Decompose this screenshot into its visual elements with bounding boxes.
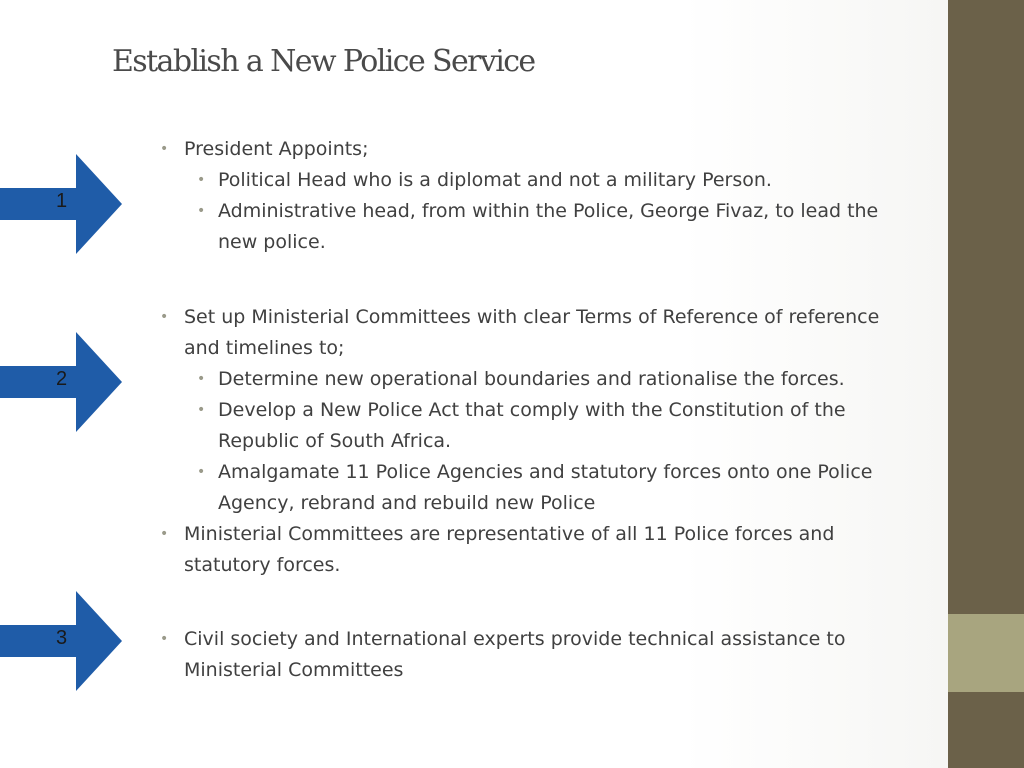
sub-bullet-item: [160, 457, 920, 519]
step-1-content: [160, 134, 920, 258]
bullet-text: Political Head who is a diplomat and not a military Person.: [218, 169, 772, 191]
step-1-arrow: [0, 154, 150, 254]
bullet-text: Develop a New Police Act that comply with the Constitution of the Republic of South Africa.: [218, 399, 846, 452]
slide-title: Establish a New Police Service: [112, 44, 535, 79]
bullet-text: Determine new operational boundaries and rationalise the forces.: [218, 368, 845, 390]
bullet-icon: •: [197, 371, 206, 387]
arrow-right-icon: [0, 154, 150, 254]
sidebar-accent: [948, 614, 1024, 692]
sub-bullet-item: [160, 165, 920, 196]
bullet-icon: •: [197, 203, 206, 219]
bullet-text: Administrative head, from within the Police, George Fivaz, to lead the new police.: [218, 200, 879, 253]
bullet-text: Ministerial Committees are representative of all 11 Police forces and statutory forces.: [184, 523, 835, 576]
sub-bullet-item: [160, 196, 920, 258]
bullet-icon: •: [197, 402, 206, 418]
sub-bullet-item: [160, 364, 920, 395]
bullet-icon: •: [197, 172, 206, 188]
step-3-content: [160, 624, 920, 686]
bullet-icon: •: [160, 631, 169, 647]
bullet-icon: •: [197, 464, 206, 480]
bullet-item: [160, 302, 920, 364]
bullet-text: Amalgamate 11 Police Agencies and statutory forces onto one Police Agency, rebrand and rebuild new Police: [218, 461, 873, 514]
arrow-right-icon: [0, 591, 150, 691]
arrow-right-icon: [0, 332, 150, 432]
step-3-arrow: [0, 591, 150, 691]
sub-bullet-item: [160, 395, 920, 457]
bullet-item: [160, 519, 920, 581]
step-number: 1: [56, 190, 68, 212]
step-number: 2: [56, 368, 68, 390]
bullet-text: Civil society and International experts provide technical assistance to Ministerial Committees: [184, 628, 846, 681]
bullet-text: Set up Ministerial Committees with clear Terms of Reference of reference and timelines to;: [184, 306, 880, 359]
step-number: 3: [56, 627, 68, 649]
step-2-content: [160, 302, 920, 581]
bullet-icon: •: [160, 309, 169, 325]
bullet-item: [160, 624, 920, 686]
bullet-item: [160, 134, 920, 165]
bullet-icon: •: [160, 526, 169, 542]
step-2-arrow: [0, 332, 150, 432]
bullet-icon: •: [160, 141, 169, 157]
bullet-text: President Appoints;: [184, 138, 369, 160]
